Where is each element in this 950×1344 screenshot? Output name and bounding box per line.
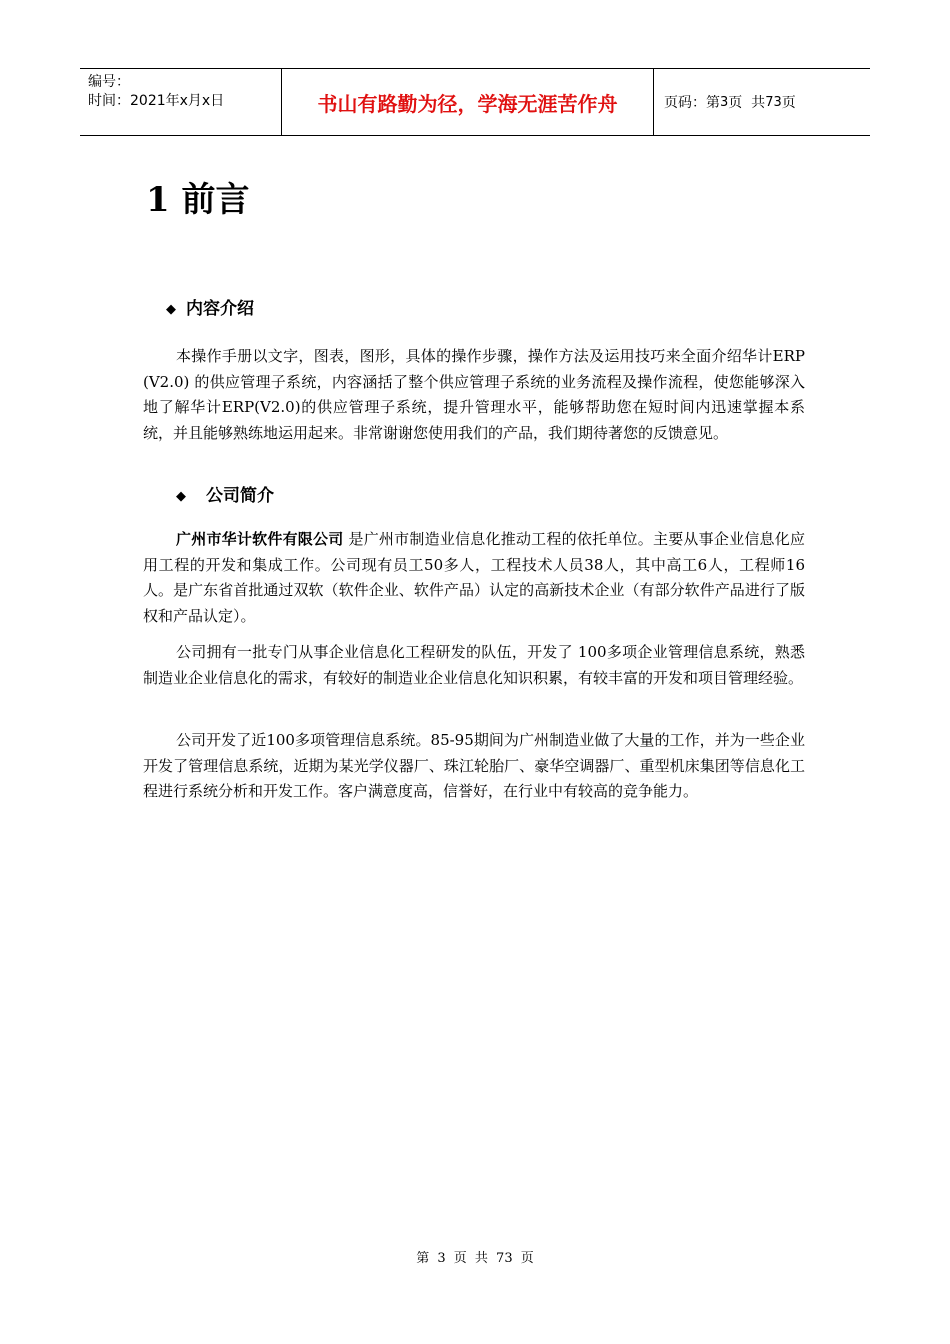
page-header — [80, 68, 870, 136]
paragraph-intro: 本操作手册以文字，图表，图形，具体的操作步骤，操作方法及运用技巧来全面介绍华计ERP (V2.0) 的供应管理子系统，内容涵括了整个供应管理子系统的业务流程及操作流程，使您能够深入地了解华计ERP(V2.0)的供应管理子系统，提升管理水平，能够帮助您在短时间内迅速掌握本系统，并且能够熟练地运用起来。非常谢谢您使用我们的产品，我们期待著您的反馈意见。 — [143, 347, 805, 442]
section-heading-company — [176, 481, 274, 506]
header-meta — [80, 69, 282, 135]
paragraph-history: 公司开发了近100多项管理信息系统。85-95期间为广州制造业做了大量的工作，并为一些企业开发了管理信息系统，近期为某光学仪器厂、珠江轮胎厂、豪华空调器厂、重型机床集团等信息化工程进行系统分析和开发工作。客户满意度高，信誉好，在行业中有较高的竞争能力。 — [143, 731, 805, 800]
diamond-bullet-icon: ◆ — [166, 302, 176, 317]
page-current: 3 — [720, 94, 729, 110]
serial-label: 编号： — [88, 74, 130, 90]
page-footer: 第 3 页 共 73 页 — [416, 1251, 534, 1266]
paragraph-team: 公司拥有一批专门从事企业信息化工程研发的队伍，开发了 100多项企业管理信息系统，熟悉制造业企业信息化的需求，有较好的制造业企业信息化知识积累，有较丰富的开发和项目管理经验。 — [143, 643, 805, 687]
company-name: 广州市华计软件有限公司 — [176, 530, 344, 548]
date-text: 时间：2021年x月x日 — [88, 93, 225, 109]
section-heading-text: 公司简介 — [206, 486, 274, 506]
company-desc: 是广州市制造业信息化推动工程的依托单位。主要从事企业信息化应用工程的开发和集成工作。公司现有员工50多人，工程技术人员38人，其中高工6人，工程师16人。是广东省首批通过双软（软件企业、软件产品）认定的高新技术企业（有部分软件产品进行了版权和产品认定）。 — [143, 530, 805, 625]
page-total: 73 — [765, 94, 782, 110]
page-suffix: 页 — [781, 95, 796, 111]
section-heading-content — [166, 294, 254, 319]
page-middle: 页 共 — [728, 95, 766, 111]
header-motto: 书山有路勤为径，学海无涯苦作舟 — [282, 69, 654, 135]
chapter-title: 1 前言 — [146, 180, 250, 220]
page-prefix: 页码：第 — [664, 95, 720, 111]
section-heading-text: 内容介绍 — [186, 299, 254, 319]
header-page-info — [654, 69, 870, 135]
diamond-bullet-icon: ◆ — [176, 489, 186, 504]
paragraph-company — [143, 527, 805, 629]
